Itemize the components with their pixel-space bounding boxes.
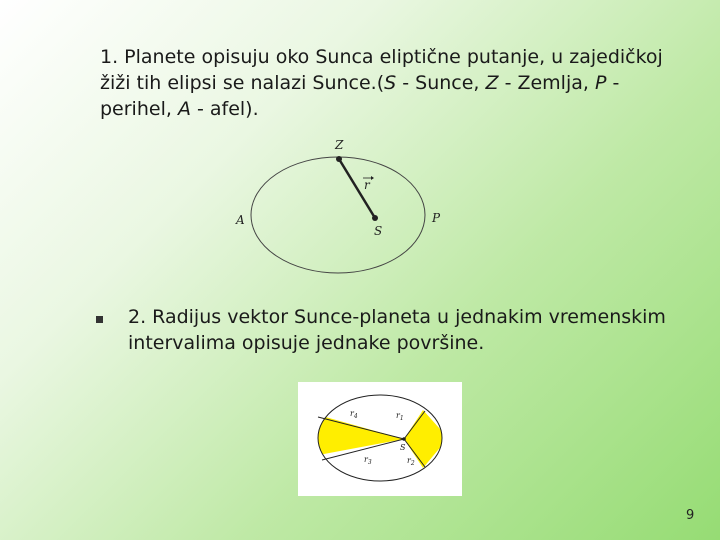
label-z: Z xyxy=(335,138,344,152)
kepler-law-1-text: 1. Planete opisuju oko Sunca eliptične putanje, u zajedičkoj žiži tih elipsi se nalazi Sunce.(S - Sunce, Z - Zemlja, P - perihel, A - afel). xyxy=(100,46,663,120)
label-r: r xyxy=(364,178,370,192)
orbit-ellipse xyxy=(251,157,425,273)
label-r2: $r_2$ xyxy=(407,456,415,467)
label-r3: $r_3$ xyxy=(364,455,372,466)
equal-areas-diagram xyxy=(298,382,462,496)
label-s2: S xyxy=(400,443,406,452)
label-r1: $r_1$ xyxy=(396,411,404,422)
sun-dot-2 xyxy=(402,437,406,441)
label-r4: $r_4$ xyxy=(350,409,358,420)
label-a: A xyxy=(236,213,245,227)
sun-dot xyxy=(372,215,378,221)
page-number: 9 xyxy=(686,508,695,523)
kepler-law-2-text: 2. Radijus vektor Sunce-planeta u jednakim vremenskim intervalima opisuje jednake površine. xyxy=(128,306,666,354)
bullet-marker xyxy=(96,316,103,323)
ellipse-orbit-diagram xyxy=(228,135,458,290)
earth-dot xyxy=(336,156,342,162)
label-p: P xyxy=(432,211,441,225)
label-s: S xyxy=(374,224,383,238)
